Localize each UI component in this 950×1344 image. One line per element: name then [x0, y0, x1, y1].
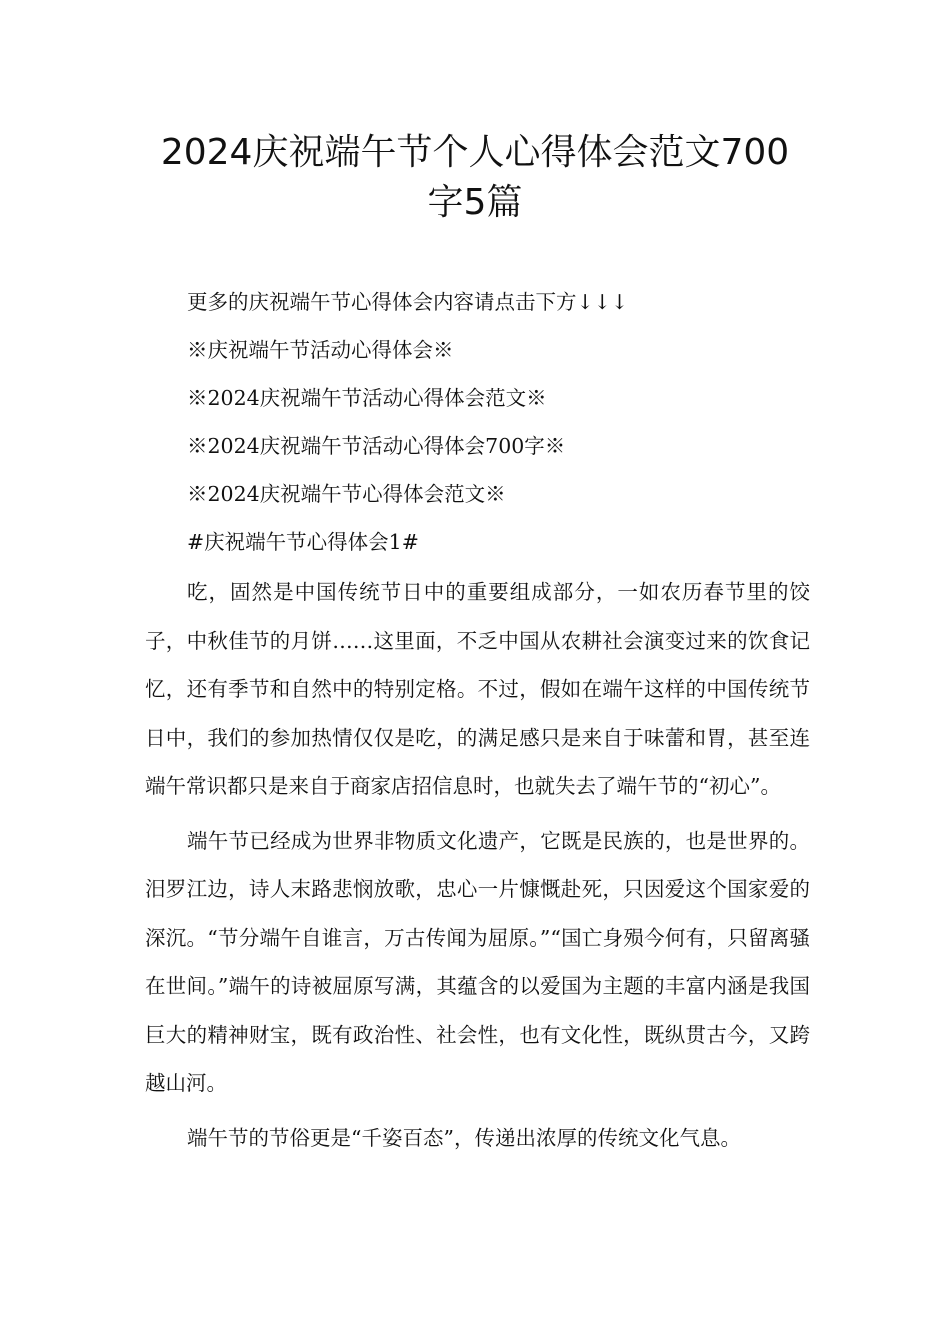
title-line-1: 2024庆祝端午节个人心得体会范文700 — [160, 132, 790, 173]
related-link-3[interactable]: ※2024庆祝端午节活动心得体会700字※ — [187, 434, 566, 458]
intro-text: 更多的庆祝端午节心得体会内容请点击下方↓↓↓ — [187, 290, 629, 314]
related-link-2[interactable]: ※2024庆祝端午节活动心得体会范文※ — [187, 386, 547, 410]
document-body — [145, 280, 810, 1168]
paragraph-2: 端午节已经成为世界非物质文化遗产，它既是民族的，也是世界的。汨罗江边，诗人末路悲悯放歌，忠心一片慷慨赴死，只因爱这个国家爱的深沉。“节分端午自谁言，万古传闻为屈原。”“国亡身殒今何有，只留离骚在世间。”端午的诗被屈原写满，其蕴含的以爱国为主题的丰富内涵是我国巨大的精神财宝，既有政治性、社会性，也有文化性，既纵贯古今，又跨越山河。 — [145, 828, 810, 1095]
title-line-2: 字5篇 — [427, 182, 523, 223]
paragraph-3: 端午节的节俗更是“千姿百态”，传递出浓厚的传统文化气息。 — [187, 1125, 741, 1150]
related-link-4[interactable]: ※2024庆祝端午节心得体会范文※ — [187, 482, 506, 506]
related-link-1[interactable]: ※庆祝端午节活动心得体会※ — [187, 338, 454, 362]
document-title — [120, 128, 830, 228]
section-heading: #庆祝端午节心得体会1# — [187, 530, 419, 554]
paragraph-1: 吃，固然是中国传统节日中的重要组成部分，一如农历春节里的饺子，中秋佳节的月饼……这里面，不乏中国从农耕社会演变过来的饮食记忆，还有季节和自然中的特别定格。不过，假如在端午这样的中国传统节日中，我们的参加热情仅仅是吃，的满足感只是来自于味蕾和胃，甚至连端午常识都只是来自于商家店招信息时，也就失去了端午节的“初心”。 — [145, 580, 810, 798]
